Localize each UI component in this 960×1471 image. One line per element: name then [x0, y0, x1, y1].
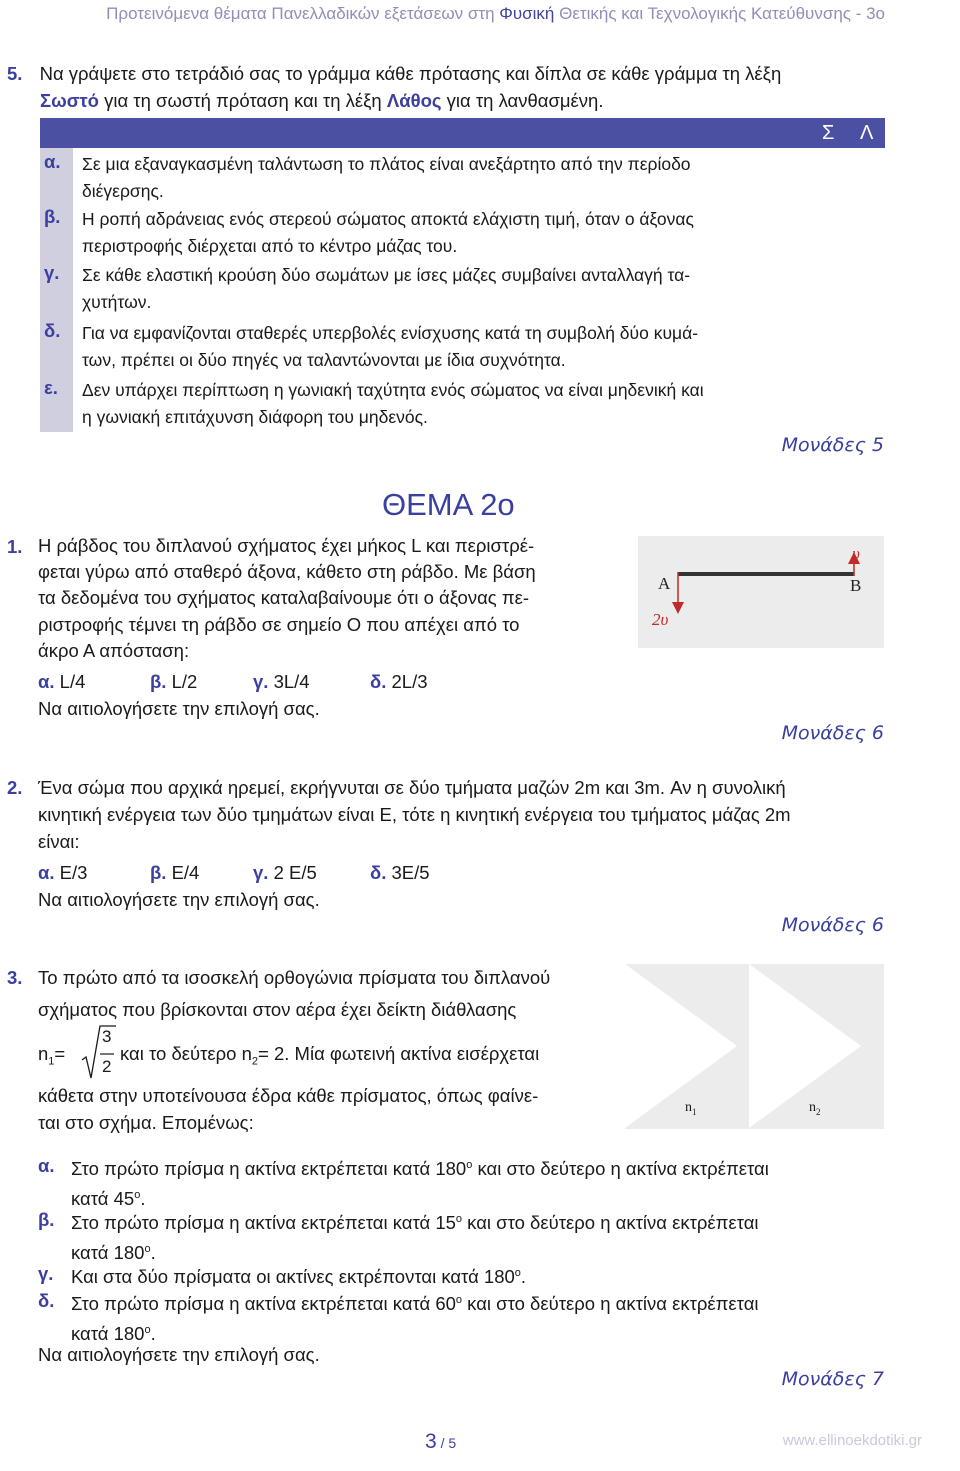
- t2-text: Ένα σώμα που αρχικά ηρεμεί, εκρήγνυται σε δύο τμήματα μαζών 2m και 3m. Αν η συνολική κινητική ενέργεια των δύο τμημάτων είναι Ε, τότε η κινητική ενέργεια του τμήματος μάζας 2m είναι:: [38, 777, 791, 852]
- word-true: Σωστό: [40, 90, 99, 111]
- q5-intro-line2: [40, 87, 603, 114]
- t1-number: 1.: [7, 536, 23, 557]
- rod: [678, 572, 854, 576]
- col-false-label: Λ: [860, 122, 874, 144]
- item-c-text: Σε κάθε ελαστική κρούση δύο σωμάτων με ίσες μάζες συμβαίνει ανταλλαγή τα- χυτήτων.: [82, 265, 691, 312]
- item-a-text: Σε μια εξαναγκασμένη ταλάντωση το πλάτος είναι ανεξάρτητο από την περίοδο διέγερσης.: [82, 154, 691, 201]
- t1-option-d: δ. 2L/3: [370, 671, 428, 692]
- velocity-label: υ: [852, 544, 860, 563]
- prism-1: [625, 964, 737, 1128]
- item-letter: ε.: [44, 377, 58, 398]
- fraction-denominator: 2: [102, 1057, 112, 1076]
- t3-n1: $n_1=$: [38, 1043, 66, 1068]
- t3-option-d-letter: δ.: [38, 1290, 55, 1311]
- t3-option-b: Στο πρώτο πρίσμα η ακτίνα εκτρέπεται κατά $15^o$ και στο δεύτερο η ακτίνα εκτρέπεται κατά $180^o$.: [71, 1212, 759, 1264]
- t3-line4: κάθετα στην υποτείνουσα έδρα κάθε πρίσματος, όπως φαίνε-: [38, 1085, 539, 1106]
- point-b-label: B: [850, 576, 862, 595]
- prism-2-label: $n_2$: [809, 1100, 821, 1117]
- t3-justify: Να αιτιολογήσετε την επιλογή σας.: [38, 1344, 320, 1365]
- header-subject: Φυσική: [499, 4, 555, 23]
- velocity-2-label: 2υ: [652, 610, 669, 629]
- t2-option-d: δ. 3Ε/5: [370, 862, 430, 883]
- fraction-numerator: 3: [102, 1027, 112, 1046]
- prism-figure: [625, 964, 884, 1129]
- item-letter: β.: [44, 206, 61, 227]
- t3-number: 3.: [7, 967, 23, 988]
- t3-option-a-letter: α.: [38, 1155, 55, 1176]
- t2-justify: Να αιτιολογήσετε την επιλογή σας.: [38, 889, 320, 910]
- q5-line1: Να γράψετε στο τετράδιό σας το γράμμα κάθε πρότασης και δίπλα σε κάθε γράμμα τη λέξη: [39, 63, 782, 84]
- item-letter: α.: [44, 151, 61, 172]
- publisher-url[interactable]: www.ellinoekdotiki.gr: [782, 1432, 922, 1449]
- q5-end: για τη λανθασμένη.: [441, 90, 604, 111]
- point-a-label: A: [658, 574, 671, 593]
- item-b-text: Η ροπή αδράνειας ενός στερεού σώματος αποκτά ελάχιστη τιμή, όταν ο άξονας περιστροφής διέρχεται από το κέντρο μάζας του.: [82, 209, 694, 256]
- statement-table-header: [40, 118, 885, 148]
- t3-option-c-letter: γ.: [38, 1263, 54, 1284]
- section-title: ΘΕΜΑ 2ο: [382, 487, 515, 522]
- item-letter: δ.: [44, 320, 61, 341]
- t3-line2: σχήματος που βρίσκονται στον αέρα έχει δείκτη διάθλασης: [38, 999, 517, 1020]
- word-false: Λάθος: [386, 90, 442, 111]
- t3-line3: και το δεύτερο $n_2= 2$. Μία φωτεινή ακτίνα εισέρχεται: [120, 1043, 540, 1068]
- t1-justify: Να αιτιολογήσετε την επιλογή σας.: [38, 698, 320, 719]
- prism-1-label: $n_1$: [685, 1100, 697, 1117]
- q5-mid: για τη σωστή πρόταση και τη λέξη: [98, 90, 387, 111]
- col-true-label: Σ: [822, 122, 835, 144]
- prism-2: [749, 964, 861, 1128]
- prism-diagram: [625, 964, 884, 1129]
- q5-intro-line1: [7, 60, 781, 87]
- t3-line1: Το πρώτο από τα ισοσκελή ορθογώνια πρίσματα του διπλανού: [38, 967, 551, 988]
- t2-option-c: γ. 2 Ε/5: [253, 862, 317, 883]
- t3-marks: Μονάδες 7: [781, 1368, 884, 1390]
- t3-option-d: Στο πρώτο πρίσμα η ακτίνα εκτρέπεται κατά $60^o$ και στο δεύτερο η ακτίνα εκτρέπεται κατά $180^o$.: [71, 1293, 759, 1345]
- t2-option-a: α. Ε/3: [38, 862, 88, 883]
- t2-number: 2.: [7, 777, 23, 798]
- q5-number: 5.: [7, 63, 23, 84]
- t2-marks: Μονάδες 6: [781, 914, 884, 936]
- item-d-text: Για να εμφανίζονται σταθερές υπερβολές ενίσχυσης κατά τη συμβολή δύο κυμά- των, πρέπει οι δύο πηγές να ταλαντώνονται με ίδια συχνότητα.: [82, 323, 699, 370]
- t1-marks: Μονάδες 6: [781, 722, 884, 744]
- rod-figure: [638, 536, 884, 648]
- t1-option-c: γ. 3L/4: [253, 671, 310, 692]
- page-number: 3 / 5: [425, 1430, 457, 1453]
- header-text: Προτεινόμενα θέματα Πανελλαδικών εξετάσεων στη: [106, 4, 500, 23]
- t3-line5: ται στο σχήμα. Επομένως:: [38, 1112, 254, 1133]
- header-text-end: Θετικής και Τεχνολογικής Κατεύθυνσης - 3ο: [554, 4, 885, 23]
- item-letter: γ.: [44, 262, 60, 283]
- t1-option-b: β. L/2: [150, 671, 198, 692]
- page-header: [106, 4, 885, 24]
- t1-option-a: α. L/4: [38, 671, 86, 692]
- q5-marks: Μονάδες 5: [781, 434, 884, 456]
- t3-option-b-letter: β.: [38, 1209, 55, 1230]
- sqrt-fraction: [80, 1024, 116, 1082]
- t1-text: Η ράβδος του διπλανού σχήματος έχει μήκος L και περιστρέ- φεται γύρω από σταθερό άξονα, κάθετο στη ράβδο. Με βάση τα δεδομένα του σχήματος καταλαβαίνουμε ότι ο άξονας πε- ριστροφής τέμνει τη ράβδο σε σημείο Ο που απέχει από το άκρο Α απόσταση:: [38, 535, 536, 661]
- t3-option-c: Και στα δύο πρίσματα οι ακτίνες εκτρέπονται κατά $180^o$.: [71, 1266, 527, 1288]
- item-e-text: Δεν υπάρχει περίπτωση η γωνιακή ταχύτητα ενός σώματος να είναι μηδενική και η γωνιακή επιτάχυνση διάφορη του μηδενός.: [82, 380, 704, 427]
- rod-diagram: [638, 536, 884, 648]
- t2-option-b: β. Ε/4: [150, 862, 200, 883]
- t3-option-a: Στο πρώτο πρίσμα η ακτίνα εκτρέπεται κατά $180^o$ και στο δεύτερο η ακτίνα εκτρέπεται κατά $45^o$.: [71, 1158, 769, 1210]
